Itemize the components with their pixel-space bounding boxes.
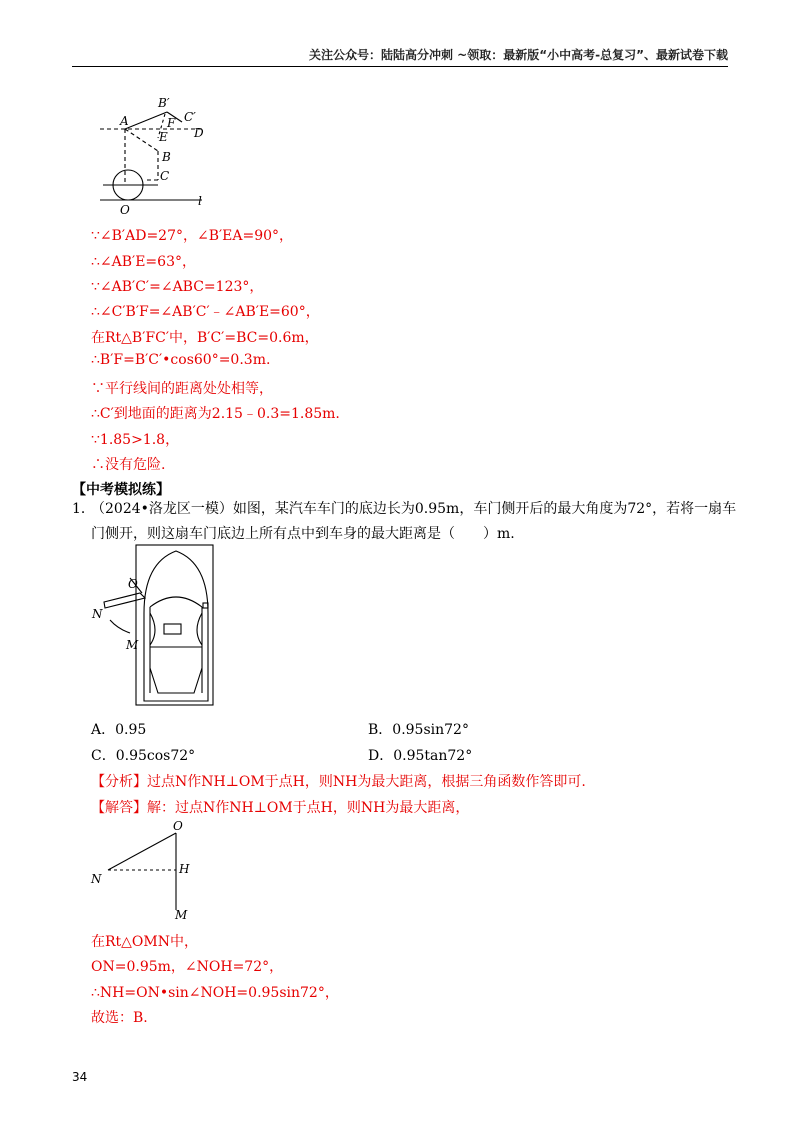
answer-intro: 【解答】解：过点N作NH⊥OM于点H，则NH为最大距离， <box>91 800 470 816</box>
question-number: 1． <box>72 501 95 517</box>
solution1-line-2: ∴∠AB′E=63°， <box>91 254 196 270</box>
solution1-line-10: ∴没有危险. <box>91 457 166 473</box>
figure-2-car <box>88 543 218 708</box>
solution1-line-8: ∴C′到地面的距离为2.15﹣0.3=1.85m. <box>91 406 340 422</box>
solution2-line-3: ∴NH=ON•sin∠NOH=0.95sin72°， <box>91 985 339 1001</box>
option-b: B．0.95sin72° <box>368 722 469 738</box>
fig1-label-F: F <box>167 116 176 130</box>
fig2-label-N: N <box>92 607 103 621</box>
question-line-2: 门侧开，则这扇车门底边上所有点中到车身的最大距离是（ ）m. <box>91 526 515 542</box>
fig1-label-O: O <box>120 203 130 217</box>
fig1-label-B: B <box>162 150 171 164</box>
figure-3-triangle <box>88 817 208 922</box>
fig1-label-Bp: B′ <box>158 96 170 110</box>
fig1-label-A: A <box>120 114 129 128</box>
fig1-label-E: E <box>159 130 168 144</box>
solution1-line-6: ∴B′F=B′C′•cos60°=0.3m. <box>91 352 271 368</box>
solution1-line-1: ∵∠B′AD=27°，∠B′EA=90°， <box>91 228 294 244</box>
fig3-label-N: N <box>91 872 102 886</box>
fig2-label-M: M <box>126 638 139 652</box>
fig3-label-M: M <box>175 908 188 922</box>
solution1-line-9: ∵1.85>1.8， <box>91 432 180 448</box>
solution2-line-1: 在Rt△OMN中， <box>91 934 198 950</box>
fig2-label-O: O <box>128 577 138 591</box>
section-title: 【中考模拟练】 <box>72 482 170 498</box>
option-a: A．0.95 <box>91 722 147 738</box>
fig1-label-C: C <box>160 169 170 183</box>
fig3-label-H: H <box>179 862 190 876</box>
option-d: D．0.95tan72° <box>368 748 473 764</box>
solution2-line-4: 故选：B. <box>91 1010 148 1026</box>
fig1-label-Cp: C′ <box>184 110 196 124</box>
fig3-label-O: O <box>173 819 183 833</box>
question-line-1: （2024•洛龙区一模）如图，某汽车车门的底边长为0.95m，车门侧开后的最大角度为72°，若将一扇车 <box>91 501 737 517</box>
header-rule <box>72 66 728 67</box>
fig1-label-l: l <box>198 194 202 208</box>
option-c: C．0.95cos72° <box>91 748 196 764</box>
solution1-line-5: 在Rt△B′FC′中，B′C′=BC=0.6m， <box>91 330 319 346</box>
solution1-line-7: ∵平行线间的距离处处相等， <box>91 381 273 397</box>
page-header: 关注公众号：陆陆高分冲刺 ~领取：最新版“小中高考-总复习”、最新试卷下载 <box>309 48 728 62</box>
solution2-line-2: ON=0.95m，∠NOH=72°， <box>91 959 284 975</box>
fig1-label-D: D <box>194 126 204 140</box>
figure-1-geometry <box>90 94 220 218</box>
solution1-line-4: ∴∠C′B′F=∠AB′C′﹣∠AB′E=60°， <box>91 304 320 320</box>
analysis: 【分析】过点N作NH⊥OM于点H，则NH为最大距离，根据三角函数作答即可. <box>91 774 586 790</box>
page-number: 34 <box>72 1070 88 1084</box>
solution1-line-3: ∵∠AB′C′=∠ABC=123°， <box>91 279 264 295</box>
